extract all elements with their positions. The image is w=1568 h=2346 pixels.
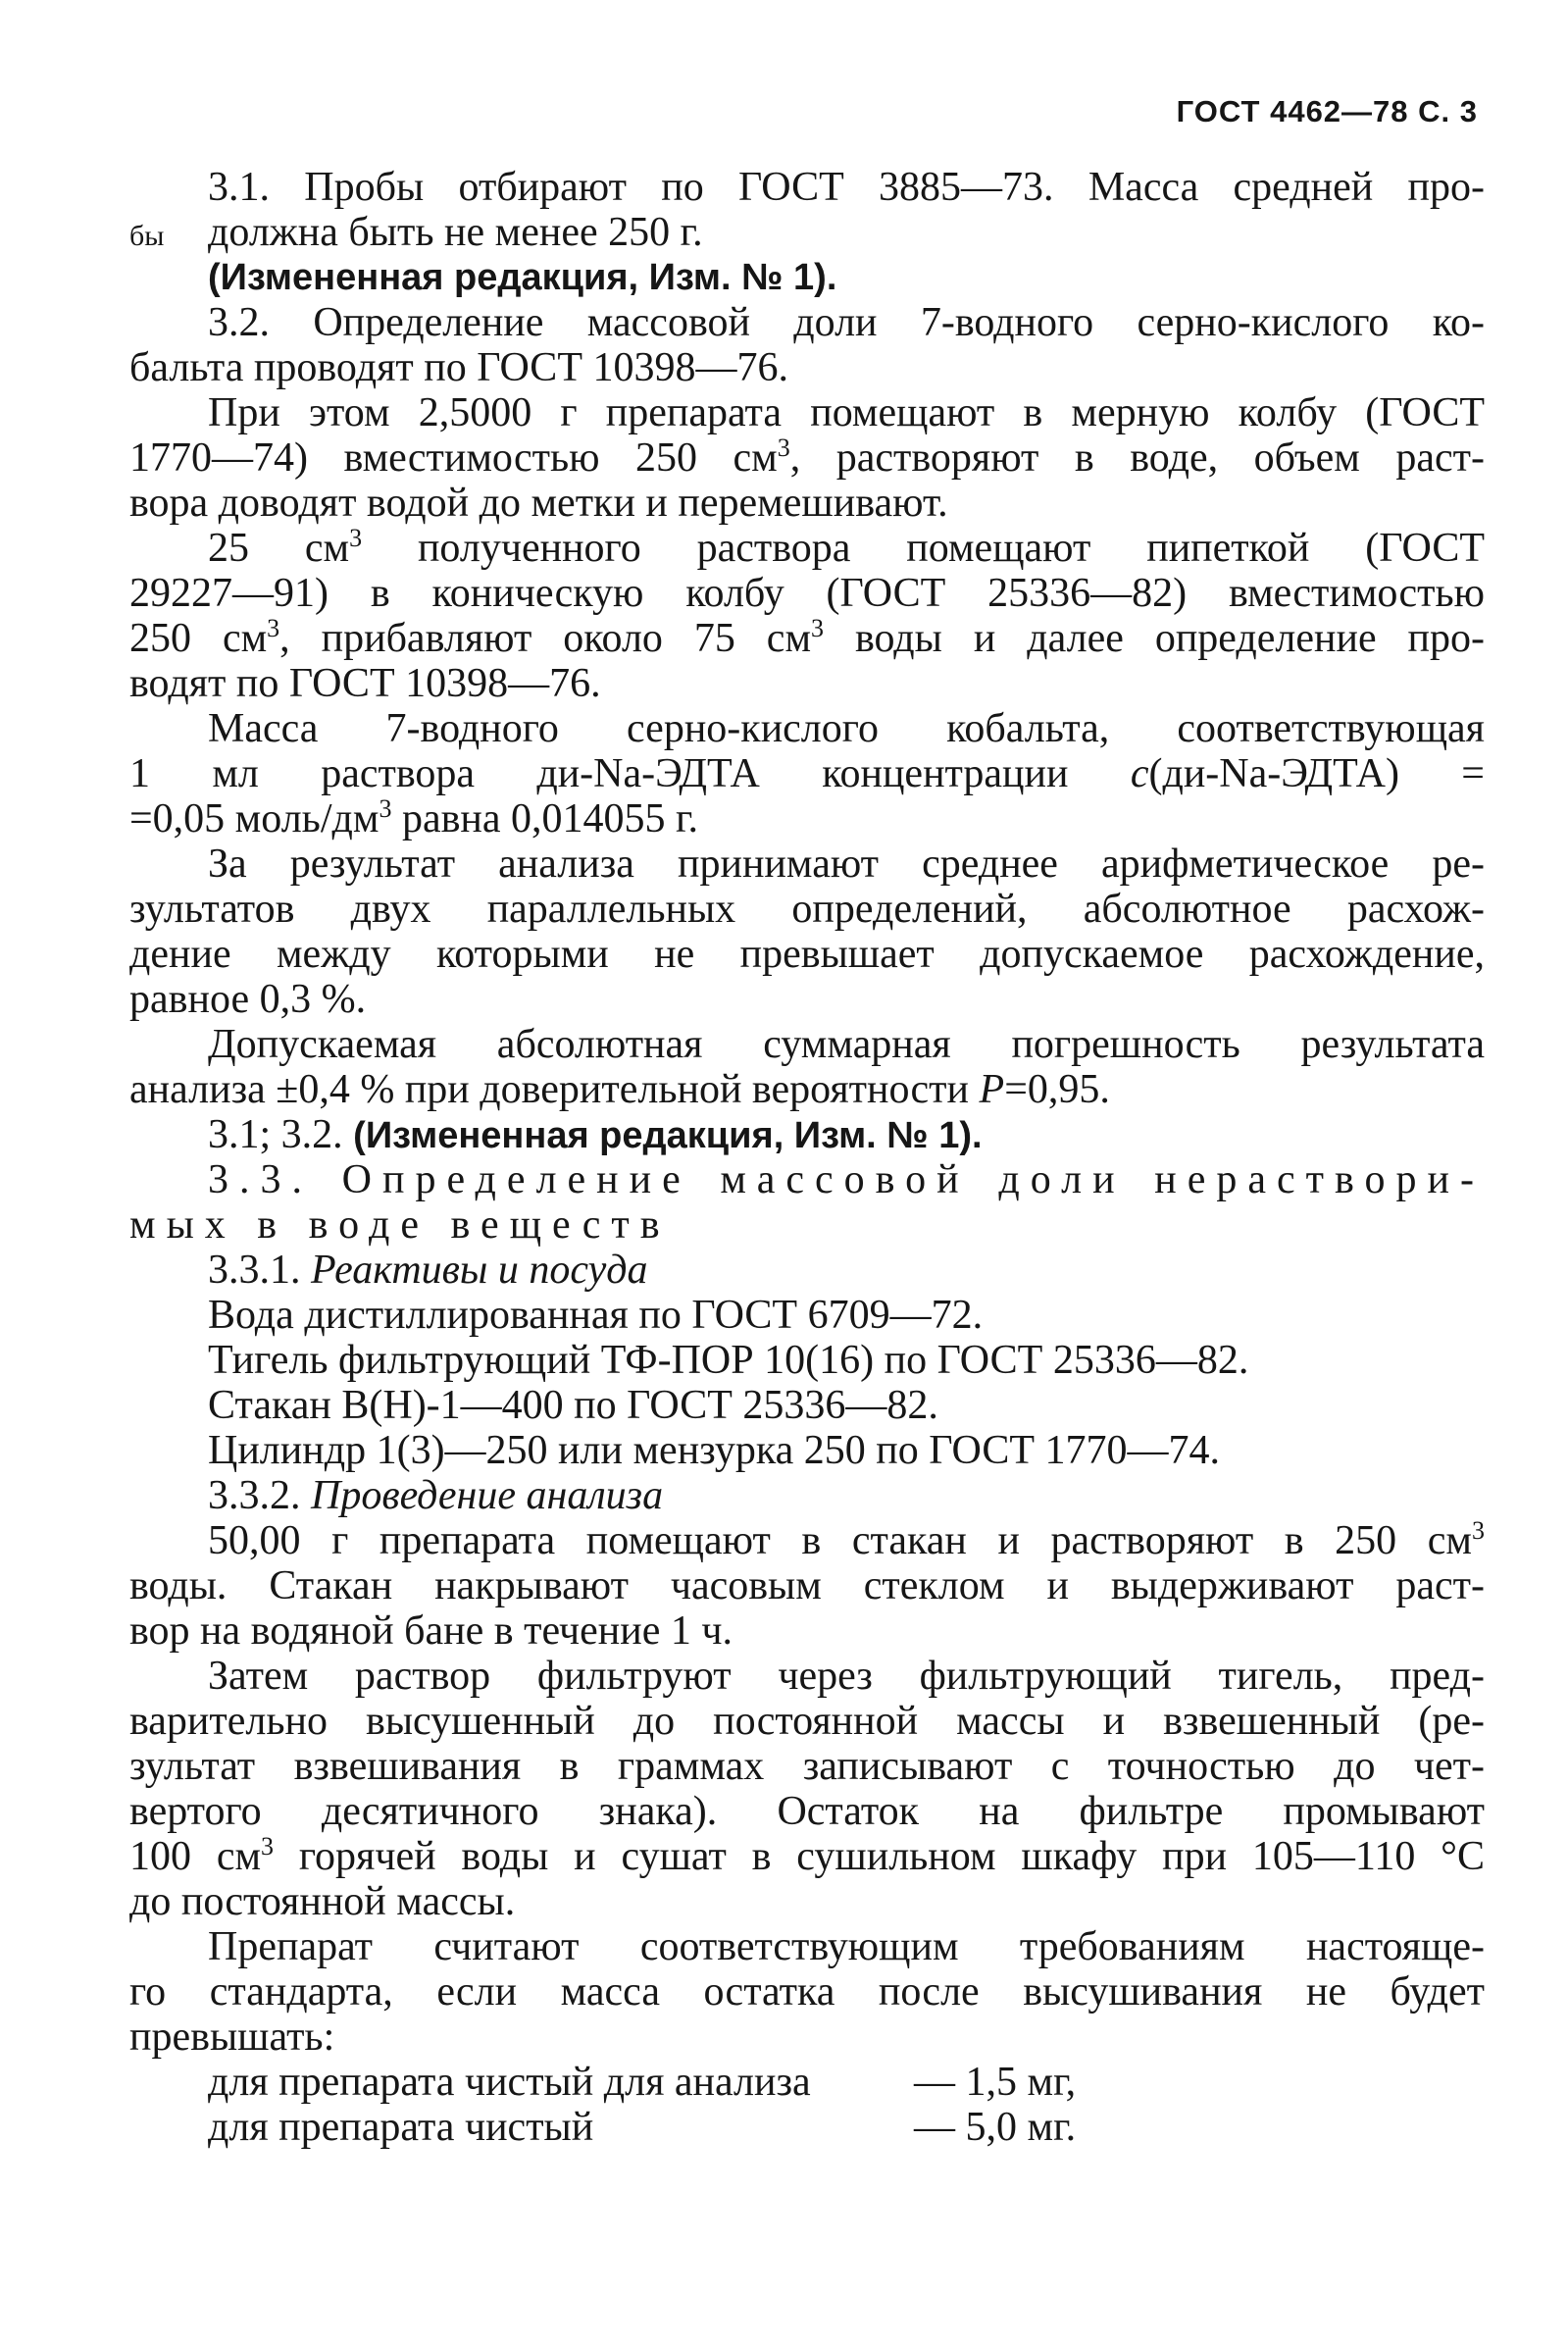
paragraph-filter-line-1: Затем раствор фильтруют через фильтрующий тигель, пред- bbox=[208, 1654, 1485, 1699]
amendment-note-1: (Измененная редакция, Изм. № 1). bbox=[208, 257, 837, 298]
reagent-item-cylinder: Цилиндр 1(3)—250 или мензурка 250 по ГОСТ 1770—74. bbox=[208, 1428, 1221, 1473]
paragraph-sample-line-2: 1770—74) вместимостью 250 $см^3$, растворяют в воде, объем раст- bbox=[129, 434, 1485, 481]
clause-3-1-line-2: бы должна быть не менее 250 г. bbox=[129, 210, 1485, 255]
paragraph-dissolve-line-3: вор на водяной бане в течение 1 ч. bbox=[129, 1608, 733, 1654]
paragraph-mass-line-3: =0,05 моль/$дм^3$ равна 0,014055 г. bbox=[129, 794, 699, 842]
paragraph-dissolve-line-1: 50,00 г препарата помещают в стакан и растворяют в 250 $см^3$ bbox=[208, 1516, 1485, 1563]
paragraph-error-line-2: анализа ±0,4 % при доверительной вероятности P=0,95. bbox=[129, 1067, 1110, 1112]
paragraph-result-line-2: зультатов двух параллельных определений, абсолютное расхож- bbox=[129, 887, 1485, 932]
paragraph-filter-line-5: 100 $см^3$ горячей воды и сушат в сушильном шкафу при 105—110 °С bbox=[129, 1832, 1485, 1879]
margin-note: бы bbox=[129, 220, 165, 252]
paragraph-filter-line-6: до постоянной массы. bbox=[129, 1879, 516, 1924]
paragraph-aliquot-line-2: 29227—91) в коническую колбу (ГОСТ 25336—82) вместимостью bbox=[129, 571, 1485, 616]
paragraph-result-line-1: За результат анализа принимают среднее арифметическое ре- bbox=[208, 842, 1485, 887]
page-header: ГОСТ 4462—78 С. 3 bbox=[1176, 94, 1478, 128]
clause-3-2-line-2: бальта проводят по ГОСТ 10398—76. bbox=[129, 345, 788, 390]
paragraph-sample-line-3: вора доводят водой до метки и перемешивают. bbox=[129, 481, 948, 526]
paragraph-aliquot-line-3: 250 $см^3$, прибавляют около 75 $см^3$ воды и далее определение про- bbox=[129, 614, 1485, 661]
amendment-note-2: 3.1; 3.2. (Измененная редакция, Изм. № 1). bbox=[208, 1112, 983, 1157]
clause-3-3-line-2: мых в воде веществ bbox=[129, 1202, 671, 1248]
paragraph-dissolve-line-2: воды. Стакан накрывают часовым стеклом и выдерживают раст- bbox=[129, 1563, 1485, 1608]
paragraph-requirement-line-2: го стандарта, если масса остатка после высушивания не будет bbox=[129, 1969, 1485, 2014]
clause-3-3-2-heading: 3.3.2. Проведение анализа bbox=[208, 1473, 664, 1518]
reagent-item-crucible: Тигель фильтрующий ТФ-ПОР 10(16) по ГОСТ 25336—82. bbox=[208, 1338, 1249, 1383]
paragraph-mass-line-2: 1 мл раствора ди-Nа-ЭДТА концентрации c(ди-Nа-ЭДТА) = bbox=[129, 751, 1485, 796]
paragraph-filter-line-2: варительно высушенный до постоянной массы и взвешенный (ре- bbox=[129, 1699, 1485, 1744]
paragraph-aliquot-line-1: 25 $см^3$ полученного раствора помещают пипеткой (ГОСТ bbox=[208, 524, 1485, 571]
document-body bbox=[129, 165, 1485, 2150]
paragraph-result-line-3: дение между которыми не превышает допускаемое расхождение, bbox=[129, 932, 1485, 977]
reagent-item-beaker: Стакан В(Н)-1—400 по ГОСТ 25336—82. bbox=[208, 1383, 938, 1428]
paragraph-requirement-line-3: превышать: bbox=[129, 2014, 335, 2060]
paragraph-sample-line-1: При этом 2,5000 г препарата помещают в мерную колбу (ГОСТ bbox=[208, 390, 1485, 435]
clause-3-3-line-1: 3.3. Определение массовой доли нераствори- bbox=[208, 1157, 1485, 1202]
reagent-item-water: Вода дистиллированная по ГОСТ 6709—72. bbox=[208, 1293, 984, 1338]
paragraph-aliquot-line-4: водят по ГОСТ 10398—76. bbox=[129, 661, 601, 706]
paragraph-result-line-4: равное 0,3 %. bbox=[129, 977, 367, 1022]
paragraph-filter-line-3: зультат взвешивания в граммах записывают с точностью до чет- bbox=[129, 1744, 1485, 1789]
limit-item-analytical: для препарата чистый для анализа — 1,5 мг, bbox=[208, 2060, 1077, 2105]
clause-3-2-line-1: 3.2. Определение массовой доли 7-водного серно-кислого ко- bbox=[208, 300, 1485, 345]
paragraph-filter-line-4: вертого десятичного знака). Остаток на фильтре промывают bbox=[129, 1789, 1485, 1834]
paragraph-requirement-line-1: Препарат считают соответствующим требованиям настояще- bbox=[208, 1924, 1485, 1969]
paragraph-error-line-1: Допускаемая абсолютная суммарная погрешность результата bbox=[208, 1022, 1485, 1067]
limit-item-pure: для препарата чистый — 5,0 мг. bbox=[208, 2105, 1077, 2150]
paragraph-mass-line-1: Масса 7-водного серно-кислого кобальта, соответствующая bbox=[208, 706, 1485, 751]
clause-3-1-line-1: 3.1. Пробы отбирают по ГОСТ 3885—73. Масса средней про- bbox=[208, 165, 1485, 210]
clause-3-3-1-heading: 3.3.1. Реактивы и посуда bbox=[208, 1248, 648, 1293]
